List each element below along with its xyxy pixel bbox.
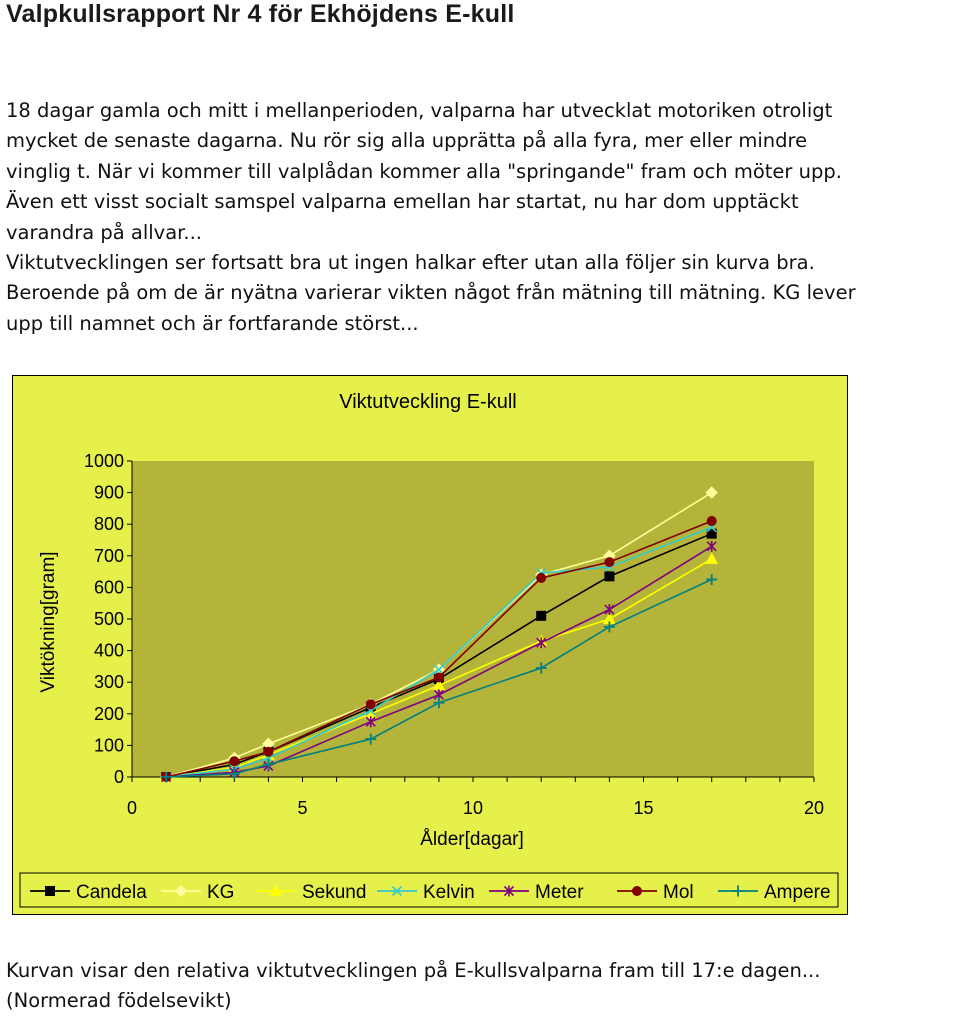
x-axis-label: Ålder[dagar]	[420, 829, 524, 850]
y-tick-label: 900	[93, 482, 124, 503]
caption-line: Kurvan visar den relativa viktutvecklingen på E-kullsvalparna fram till 17:e dagen...	[6, 959, 821, 982]
x-tick-label: 20	[803, 798, 825, 818]
y-tick-label: 500	[93, 609, 124, 629]
legend-label-mol: Mol	[663, 882, 694, 903]
legend-label-sekund: Sekund	[302, 882, 367, 903]
y-tick-label: 200	[93, 703, 124, 724]
intro-line: Viktutvecklingen ser fortsatt bra ut ingen halkar efter utan alla följer sin kurva bra.	[6, 251, 815, 275]
weight-chart	[12, 375, 848, 915]
chart-title: Viktutveckling E-kull	[339, 391, 517, 413]
y-tick-label: 0	[113, 767, 124, 787]
caption-line: (Normerad födelsevikt)	[6, 989, 232, 1012]
y-tick-label: 800	[93, 514, 124, 535]
legend-label-candela: Candela	[76, 882, 147, 903]
y-tick-label: 400	[93, 640, 124, 661]
legend-label-meter: Meter	[535, 882, 584, 903]
data-point-candela	[605, 572, 614, 581]
data-point-mol	[264, 747, 273, 756]
intro-line: varandra på allvar...	[6, 220, 202, 244]
intro-line: upp till namnet och är fortfarande störst...	[6, 311, 419, 335]
legend-label-kg: KG	[207, 882, 235, 903]
x-tick-label: 0	[126, 798, 138, 818]
legend-marker-candela	[46, 887, 55, 896]
legend-label-ampere: Ampere	[764, 882, 831, 903]
data-point-mol	[605, 558, 614, 567]
intro-line: vinglig t. När vi kommer till valplådan kommer alla "springande" fram och möter upp.	[6, 159, 842, 183]
plot-area	[132, 461, 814, 777]
intro-line: 18 dagar gamla och mitt i mellanperioden, valparna har utvecklat motoriken otroligt	[6, 99, 833, 122]
y-tick-label: 100	[93, 735, 124, 756]
data-point-mol	[537, 573, 546, 582]
intro-line: Beroende på om de är nyätna varierar vikten något från mätning till mätning. KG lever	[6, 281, 856, 305]
y-tick-label: 600	[93, 577, 124, 598]
page-title: Valpkullsrapport Nr 4 för Ekhöjdens E-kull	[6, 0, 515, 28]
chart-svg	[12, 375, 848, 915]
intro-line: Även ett visst socialt samspel valparna emellan har startat, nu har dom upptäckt	[6, 190, 799, 214]
x-tick-label: 5	[297, 798, 308, 818]
y-tick-label: 1000	[83, 451, 124, 471]
x-tick-label: 15	[633, 798, 654, 818]
intro-line: mycket de senaste dagarna. Nu rör sig alla upprätta på alla fyra, mer eller mindre	[6, 129, 808, 153]
data-point-candela	[537, 611, 546, 620]
legend-label-kelvin: Kelvin	[423, 882, 475, 903]
legend-marker-mol	[633, 887, 642, 896]
y-tick-label: 300	[93, 672, 124, 693]
intro-paragraph	[6, 96, 958, 339]
data-point-mol	[366, 700, 375, 709]
y-tick-label: 700	[93, 545, 124, 566]
y-axis-label: Viktökning[gram]	[38, 551, 59, 693]
data-point-mol	[434, 673, 443, 682]
chart-caption	[6, 956, 958, 1016]
data-point-mol	[707, 517, 716, 526]
x-tick-label: 10	[462, 798, 484, 818]
data-point-mol	[230, 757, 239, 766]
